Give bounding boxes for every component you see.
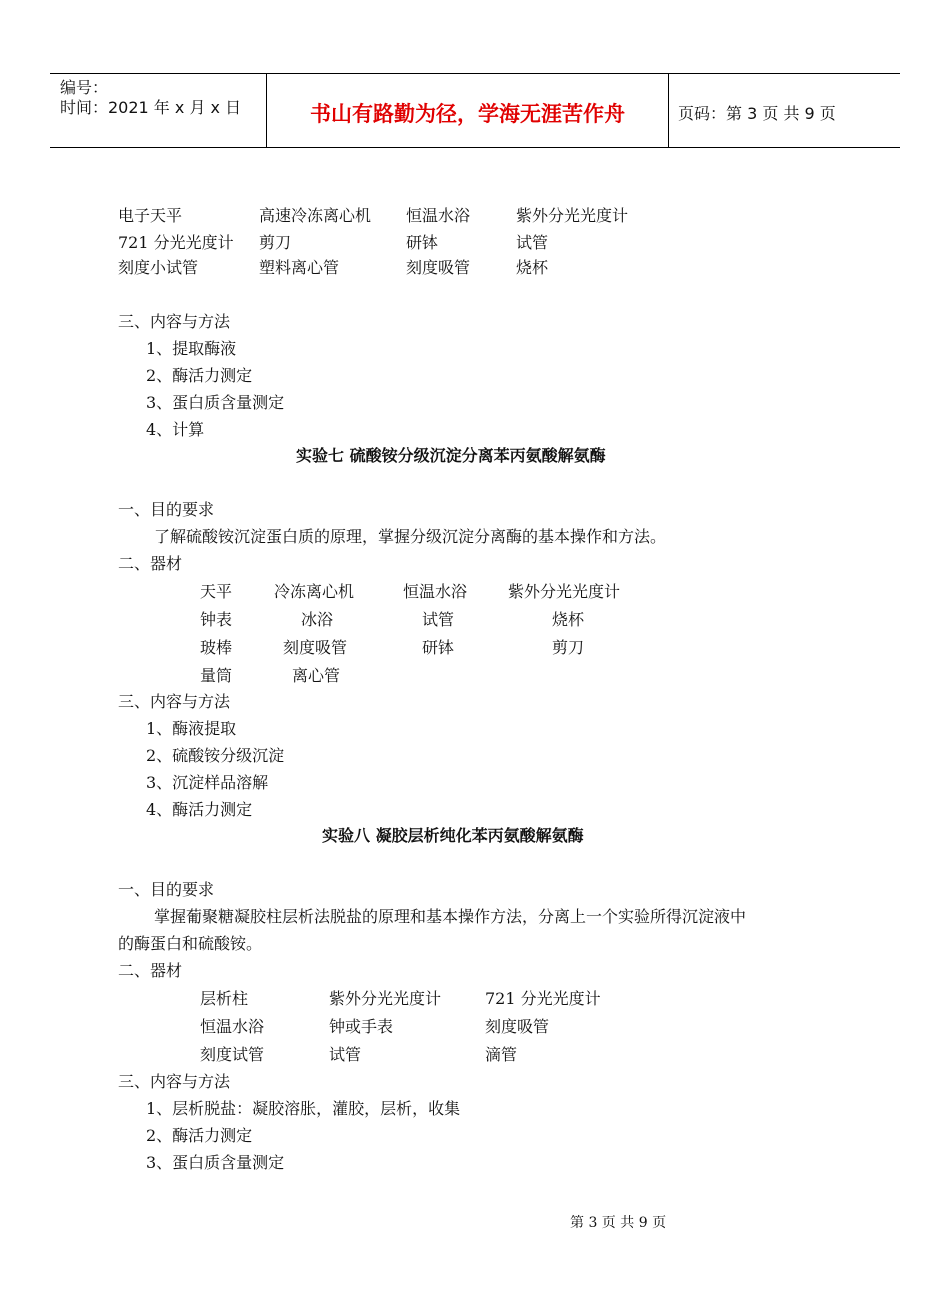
equipment-item: 紫外分光光度计 xyxy=(508,582,621,601)
equipment-item: 恒温水浴 xyxy=(200,1017,265,1036)
section-heading: 三、内容与方法 xyxy=(118,1072,231,1091)
equipment-item: 电子天平 xyxy=(118,206,183,225)
header-page-label: 页码：第 3 页 共 9 页 xyxy=(678,104,836,123)
section-heading: 一、目的要求 xyxy=(118,880,215,899)
section-heading: 二、器材 xyxy=(118,961,183,980)
equipment-item: 刻度吸管 xyxy=(283,638,348,657)
equipment-item: 层析柱 xyxy=(200,989,249,1008)
equipment-item: 试管 xyxy=(422,610,455,629)
time-label: 时间：2021 年 x 月 x 日 xyxy=(60,98,242,117)
equipment-item: 钟表 xyxy=(200,610,233,629)
section-heading: 三、内容与方法 xyxy=(118,692,231,711)
experiment-title: 实验七 硫酸铵分级沉淀分离苯丙氨酸解氨酶 xyxy=(296,446,606,465)
paragraph: 了解硫酸铵沉淀蛋白质的原理，掌握分级沉淀分离酶的基本操作和方法。 xyxy=(154,527,667,546)
equipment-item: 恒温水浴 xyxy=(406,206,471,225)
equipment-item: 剪刀 xyxy=(552,638,585,657)
method-item: 1、层析脱盐：凝胶溶胀，灌胶，层析，收集 xyxy=(146,1099,461,1118)
equipment-item: 冰浴 xyxy=(301,610,334,629)
equipment-item: 剪刀 xyxy=(259,233,292,252)
equipment-item: 紫外分光光度计 xyxy=(516,206,629,225)
experiment-title: 实验八 凝胶层析纯化苯丙氨酸解氨酶 xyxy=(322,826,584,845)
method-item: 1、提取酶液 xyxy=(146,339,237,358)
equipment-item: 试管 xyxy=(516,233,549,252)
equipment-item: 玻棒 xyxy=(200,638,233,657)
equipment-item: 刻度吸管 xyxy=(406,258,471,277)
equipment-item: 研钵 xyxy=(422,638,455,657)
section-heading: 一、目的要求 xyxy=(118,500,215,519)
equipment-item: 高速冷冻离心机 xyxy=(259,206,372,225)
method-item: 3、蛋白质含量测定 xyxy=(146,393,285,412)
equipment-item: 721 分光光度计 xyxy=(118,233,234,252)
page-footer: 第 3 页 共 9 页 xyxy=(570,1215,667,1231)
header-divider xyxy=(668,74,669,147)
header-left xyxy=(60,78,241,118)
equipment-item: 紫外分光光度计 xyxy=(329,989,442,1008)
number-label: 编号： xyxy=(60,78,109,97)
method-item: 2、硫酸铵分级沉淀 xyxy=(146,746,285,765)
header-motto: 书山有路勤为径，学海无涯苦作舟 xyxy=(310,102,625,126)
equipment-item: 刻度小试管 xyxy=(118,258,199,277)
equipment-item: 钟或手表 xyxy=(329,1017,394,1036)
equipment-item: 天平 xyxy=(200,582,233,601)
equipment-item: 滴管 xyxy=(485,1045,518,1064)
paragraph: 的酶蛋白和硫酸铵。 xyxy=(118,934,263,953)
equipment-item: 刻度吸管 xyxy=(485,1017,550,1036)
method-item: 3、蛋白质含量测定 xyxy=(146,1153,285,1172)
equipment-item: 烧杯 xyxy=(516,258,549,277)
equipment-item: 研钵 xyxy=(406,233,439,252)
method-item: 2、酶活力测定 xyxy=(146,366,253,385)
page-header xyxy=(50,73,900,148)
method-item: 3、沉淀样品溶解 xyxy=(146,773,269,792)
equipment-item: 量筒 xyxy=(200,666,233,685)
paragraph: 掌握葡聚糖凝胶柱层析法脱盐的原理和基本操作方法，分离上一个实验所得沉淀液中 xyxy=(154,907,747,926)
method-item: 1、酶液提取 xyxy=(146,719,237,738)
method-item: 2、酶活力测定 xyxy=(146,1126,253,1145)
equipment-item: 烧杯 xyxy=(552,610,585,629)
equipment-item: 离心管 xyxy=(292,666,341,685)
equipment-item: 恒温水浴 xyxy=(403,582,468,601)
equipment-item: 721 分光光度计 xyxy=(485,989,601,1008)
method-item: 4、计算 xyxy=(146,420,205,439)
equipment-item: 刻度试管 xyxy=(200,1045,265,1064)
equipment-item: 冷冻离心机 xyxy=(274,582,355,601)
equipment-item: 试管 xyxy=(329,1045,362,1064)
method-item: 4、酶活力测定 xyxy=(146,800,253,819)
equipment-item: 塑料离心管 xyxy=(259,258,340,277)
section-heading: 三、内容与方法 xyxy=(118,312,231,331)
section-heading: 二、器材 xyxy=(118,554,183,573)
